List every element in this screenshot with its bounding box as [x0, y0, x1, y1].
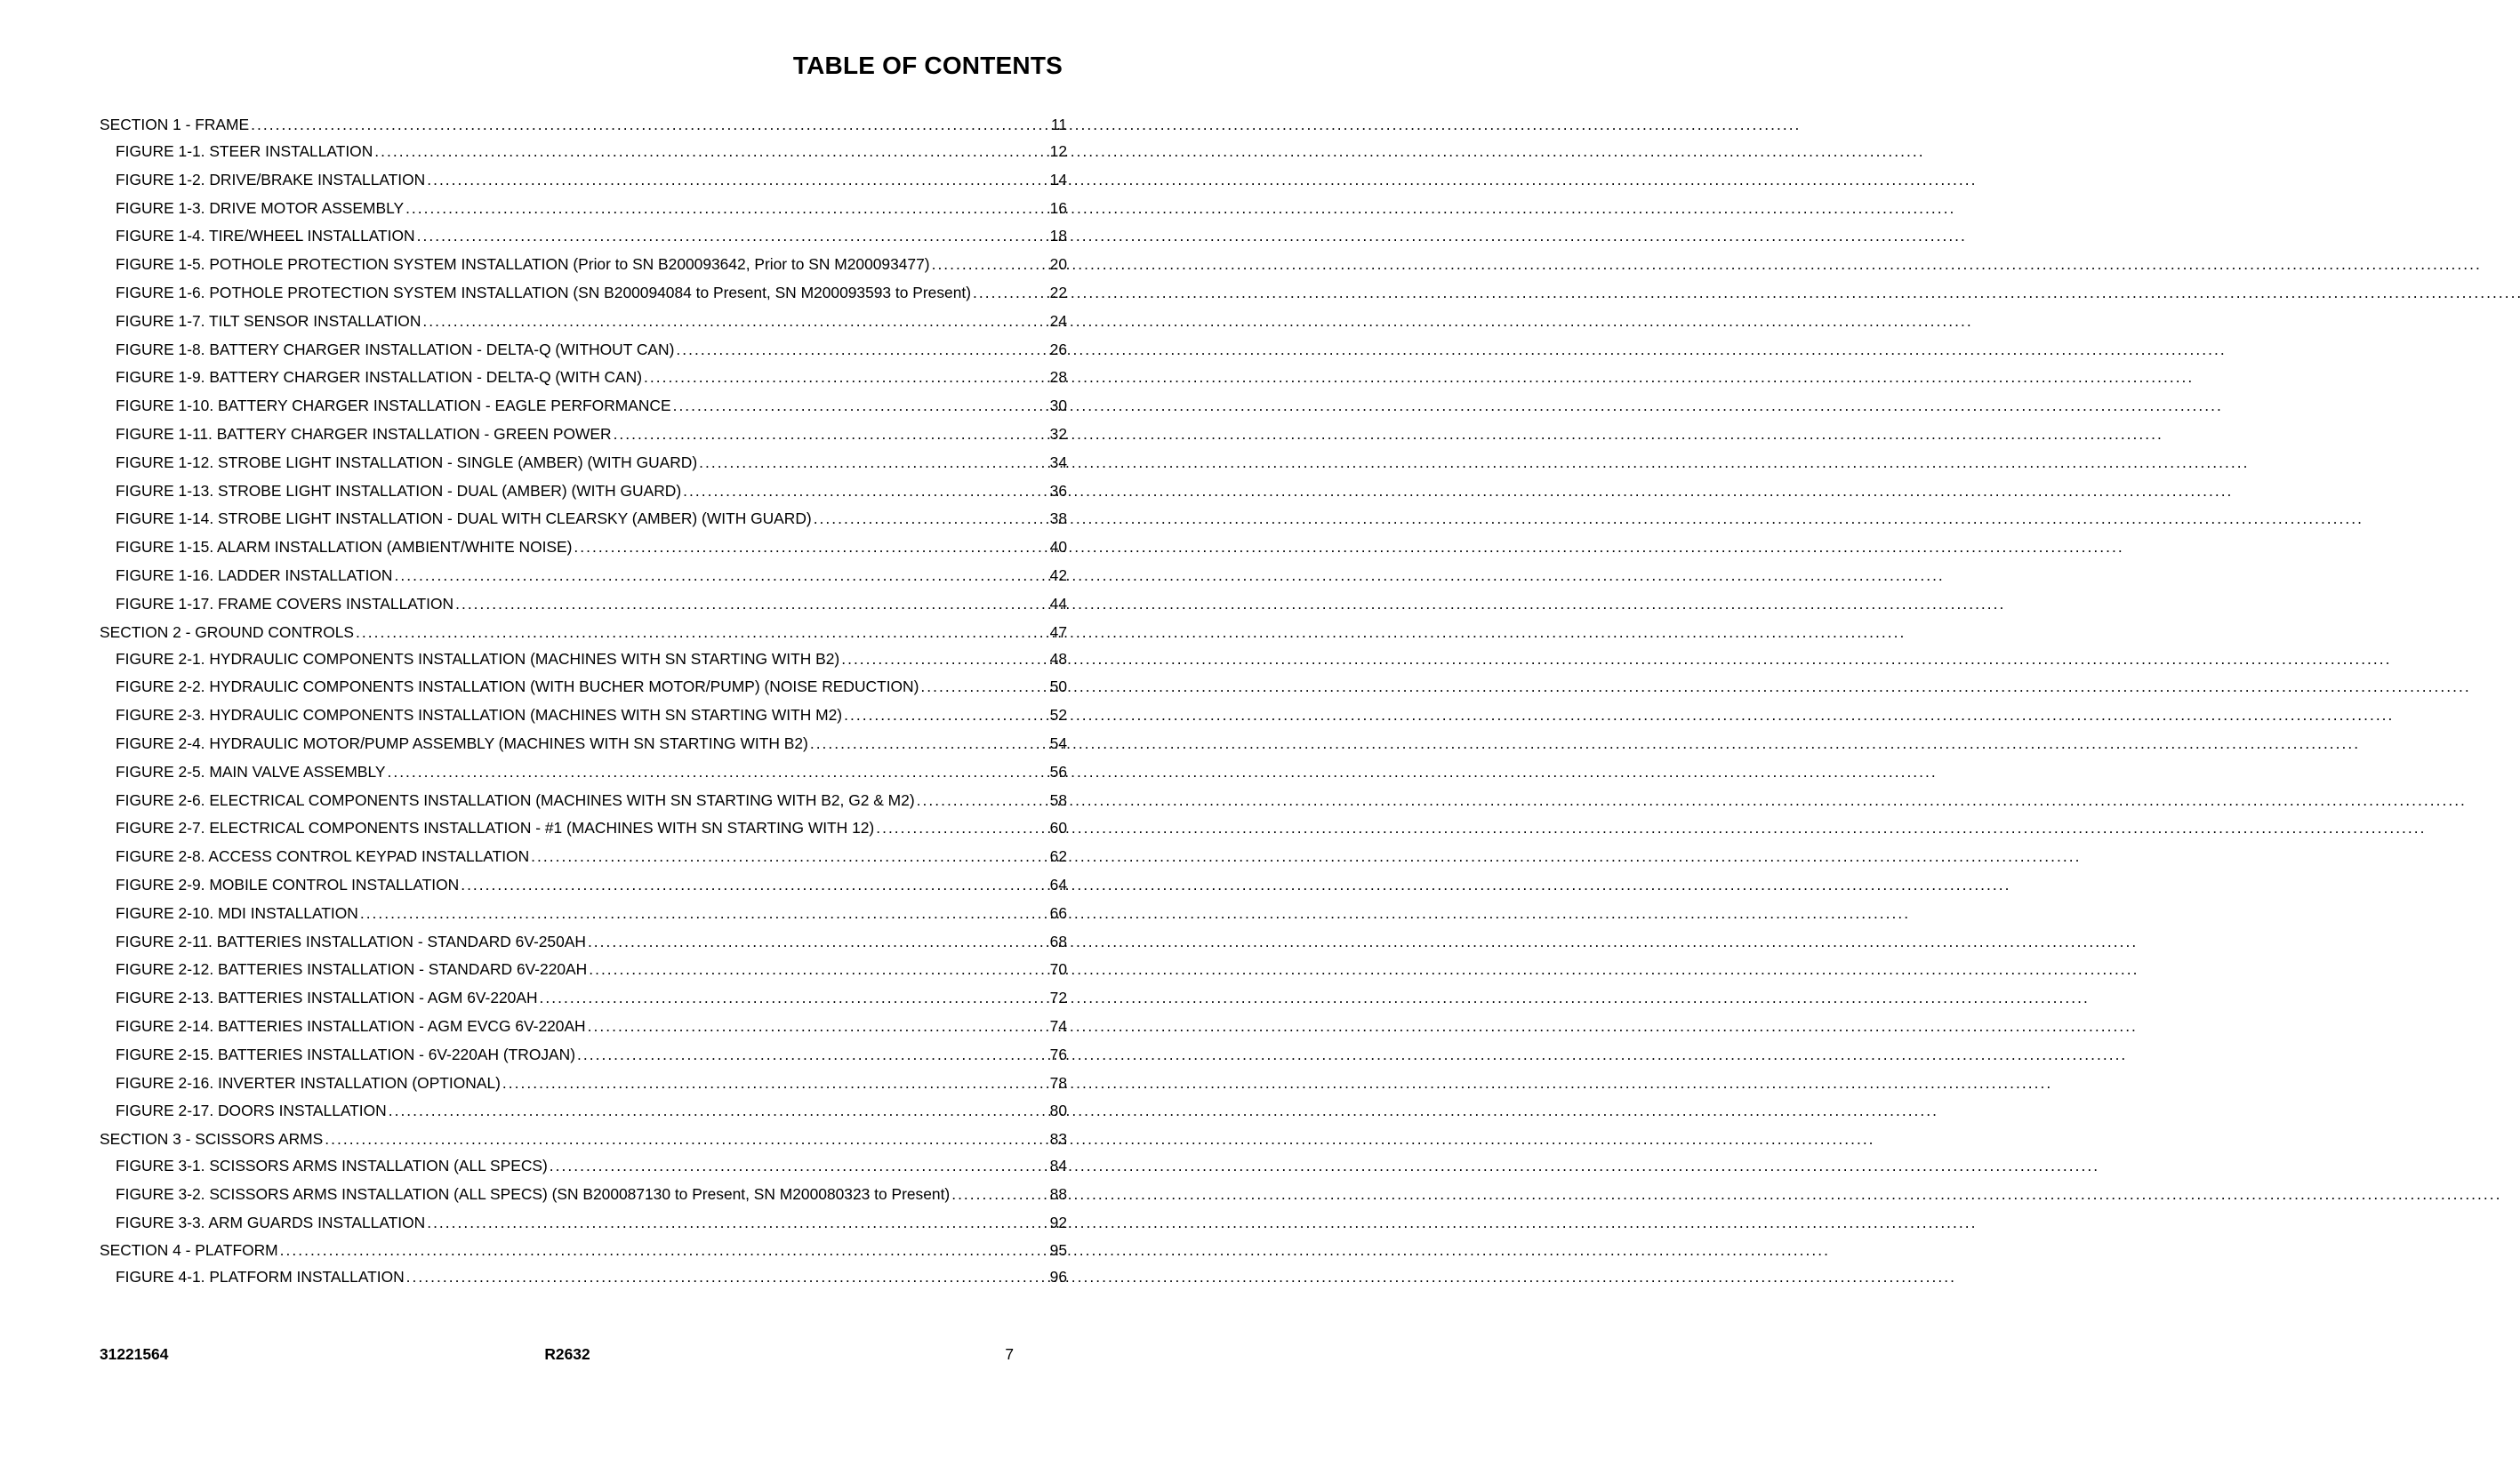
- toc-figure-entry[interactable]: [100, 482, 1067, 500]
- toc-figure-entry[interactable]: [100, 566, 1067, 584]
- dot-leader: [360, 904, 1048, 922]
- toc-entry-page: 38: [1049, 509, 1067, 528]
- toc-figure-entry[interactable]: [100, 677, 1067, 695]
- toc-entry-page: 50: [1049, 677, 1067, 696]
- toc-entry-label: FIGURE 1-15. ALARM INSTALLATION (AMBIENT/WHITE NOISE): [116, 538, 573, 557]
- toc-entry-page: 54: [1049, 734, 1067, 752]
- toc-figure-entry[interactable]: [100, 819, 1067, 837]
- toc-section-entry[interactable]: [100, 623, 1067, 641]
- dot-leader: [422, 312, 1047, 330]
- dot-leader: [810, 734, 1048, 752]
- footer-model: R2632: [544, 1345, 590, 1363]
- dot-leader: [673, 397, 1048, 414]
- toc-entry-page: 34: [1049, 453, 1067, 471]
- dot-leader: [356, 623, 1048, 641]
- toc-figure-entry[interactable]: [100, 1157, 1067, 1174]
- toc-entry-page: 30: [1049, 397, 1067, 415]
- toc-entry-page: 12: [1049, 142, 1067, 160]
- toc-entry-label: FIGURE 2-8. ACCESS CONTROL KEYPAD INSTALLATION: [116, 847, 530, 866]
- dot-leader: [387, 763, 1047, 781]
- dot-leader: [325, 1130, 1047, 1148]
- toc-figure-entry[interactable]: [100, 1074, 1067, 1092]
- toc-entry-page: 70: [1049, 960, 1067, 979]
- toc-section-entry[interactable]: [100, 1130, 1067, 1148]
- toc-entry-label: FIGURE 2-4. HYDRAULIC MOTOR/PUMP ASSEMBLY (MACHINES WITH SN STARTING WITH B2): [116, 734, 808, 752]
- dot-leader: [251, 116, 1049, 133]
- toc-figure-entry[interactable]: [100, 1017, 1067, 1035]
- toc-figure-entry[interactable]: [100, 397, 1067, 414]
- dot-leader: [427, 1214, 1047, 1231]
- toc-entry-label: FIGURE 1-14. STROBE LIGHT INSTALLATION - DUAL WITH CLEARSKY (AMBER) (WITH GUARD): [116, 509, 812, 528]
- toc-entry-page: 11: [1050, 116, 1067, 133]
- toc-figure-entry[interactable]: [100, 650, 1067, 668]
- toc-figure-entry[interactable]: [100, 368, 1067, 386]
- toc-figure-entry[interactable]: [100, 595, 1067, 613]
- dot-leader: [814, 509, 1048, 527]
- dot-leader: [461, 876, 1047, 894]
- toc-figure-entry[interactable]: [100, 1214, 1067, 1231]
- toc-entry-label: FIGURE 2-16. INVERTER INSTALLATION (OPTIONAL): [116, 1073, 501, 1092]
- toc-entry-label: FIGURE 2-10. MDI INSTALLATION: [116, 903, 358, 922]
- toc-entry-page: 95: [1049, 1241, 1067, 1260]
- toc-entry-label: FIGURE 2-2. HYDRAULIC COMPONENTS INSTALLATION (WITH BUCHER MOTOR/PUMP) (NOISE REDUCTION): [116, 677, 919, 696]
- toc-entry-page: 68: [1049, 932, 1067, 950]
- dot-leader: [550, 1157, 1048, 1174]
- toc-entry-label: FIGURE 2-11. BATTERIES INSTALLATION - STANDARD 6V-250AH: [116, 932, 586, 950]
- toc-figure-entry[interactable]: [100, 341, 1067, 358]
- toc-entry-page: 56: [1049, 762, 1067, 781]
- toc-entry-page: 83: [1049, 1130, 1067, 1149]
- toc-entry-page: 32: [1049, 424, 1067, 443]
- dot-leader: [502, 1074, 1048, 1092]
- toc-entry-label: FIGURE 1-1. STEER INSTALLATION: [116, 142, 373, 160]
- toc-entry-label: FIGURE 1-12. STROBE LIGHT INSTALLATION - SINGLE (AMBER) (WITH GUARD): [116, 453, 698, 471]
- toc-entry-label: FIGURE 1-16. LADDER INSTALLATION: [116, 565, 393, 584]
- toc-section-entry[interactable]: [100, 1241, 1067, 1259]
- dot-leader: [676, 341, 1047, 358]
- toc-entry-label: SECTION 2 - GROUND CONTROLS: [100, 622, 355, 641]
- toc-entry-label: FIGURE 1-9. BATTERY CHARGER INSTALLATION - DELTA-Q (WITH CAN): [116, 368, 642, 387]
- dot-leader: [588, 933, 1048, 950]
- toc-entry-label: FIGURE 3-3. ARM GUARDS INSTALLATION: [116, 1213, 426, 1231]
- toc-entry-label: FIGURE 1-4. TIRE/WHEEL INSTALLATION: [116, 227, 415, 245]
- toc-entry-label: SECTION 1 - FRAME: [100, 116, 250, 133]
- toc-entry-page: 96: [1049, 1268, 1067, 1287]
- toc-entry-page: 44: [1049, 594, 1067, 613]
- toc-entry-page: 42: [1049, 565, 1067, 584]
- dot-leader: [951, 1185, 1047, 1203]
- toc-entry-page: 48: [1049, 649, 1067, 668]
- dot-leader: [932, 255, 1048, 273]
- dot-leader: [417, 227, 1048, 244]
- toc-entry-label: FIGURE 2-13. BATTERIES INSTALLATION - AGM 6V-220AH: [116, 989, 538, 1007]
- toc-entry-label: FIGURE 1-8. BATTERY CHARGER INSTALLATION - DELTA-Q (WITHOUT CAN): [116, 340, 675, 358]
- toc-entry-label: FIGURE 2-7. ELECTRICAL COMPONENTS INSTALLATION - #1 (MACHINES WITH SN STARTING WITH 12): [116, 819, 875, 838]
- dot-leader: [427, 171, 1047, 188]
- toc-entry-page: 66: [1049, 903, 1067, 922]
- toc-entry-page: 80: [1049, 1102, 1067, 1120]
- toc-entry-label: SECTION 4 - PLATFORM: [100, 1241, 278, 1260]
- dot-leader: [614, 425, 1048, 443]
- dot-leader: [280, 1241, 1048, 1259]
- toc-entry-page: 52: [1049, 706, 1067, 725]
- toc-entry-label: FIGURE 1-3. DRIVE MOTOR ASSEMBLY: [116, 198, 405, 217]
- toc-entry-page: 64: [1049, 875, 1067, 894]
- footer-page-number: 7: [1005, 1345, 1014, 1363]
- toc-figure-entry[interactable]: [100, 989, 1067, 1006]
- toc-figure-entry[interactable]: [100, 847, 1067, 865]
- toc-figure-entry[interactable]: [100, 734, 1067, 752]
- toc-figure-entry[interactable]: [100, 1046, 1067, 1063]
- dot-leader: [920, 677, 1047, 695]
- toc-figure-entry[interactable]: [100, 960, 1067, 978]
- dot-leader: [374, 142, 1047, 160]
- dot-leader: [455, 595, 1048, 613]
- toc-entry-label: SECTION 3 - SCISSORS ARMS: [100, 1130, 324, 1149]
- toc-entry-label: FIGURE 2-3. HYDRAULIC COMPONENTS INSTALLATION (MACHINES WITH SN STARTING WITH M2): [116, 706, 843, 725]
- toc-section-entry[interactable]: [100, 116, 1067, 133]
- toc-entry-page: 36: [1049, 481, 1067, 500]
- page-title: TABLE OF CONTENTS: [792, 52, 1063, 79]
- dot-leader: [876, 819, 1047, 837]
- dot-leader: [589, 960, 1047, 978]
- toc-figure-entry[interactable]: [100, 171, 1067, 188]
- toc-entry-label: FIGURE 1-10. BATTERY CHARGER INSTALLATION - EAGLE PERFORMANCE: [116, 397, 671, 415]
- toc-entry-label: FIGURE 3-1. SCISSORS ARMS INSTALLATION (ALL SPECS): [116, 1157, 548, 1175]
- toc-figure-entry[interactable]: [100, 227, 1067, 244]
- toc-figure-entry[interactable]: [100, 1102, 1067, 1119]
- toc-entry-page: 28: [1049, 368, 1067, 387]
- dot-leader: [531, 847, 1048, 865]
- toc-figure-entry[interactable]: [100, 453, 1067, 471]
- toc-figure-entry[interactable]: [100, 706, 1067, 724]
- toc-entry-page: 62: [1049, 847, 1067, 866]
- toc-entry-page: 24: [1049, 311, 1067, 330]
- toc-entry-page: 58: [1049, 790, 1067, 809]
- toc-entry-label: FIGURE 3-2. SCISSORS ARMS INSTALLATION (ALL SPECS) (SN B200087130 to Present, SN M200080323 to Present): [116, 1184, 951, 1203]
- toc-entry-page: 74: [1049, 1016, 1067, 1035]
- toc-figure-entry[interactable]: [100, 876, 1067, 894]
- toc-entry-page: 47: [1049, 622, 1067, 641]
- dot-leader: [574, 538, 1047, 556]
- toc-entry-label: FIGURE 2-1. HYDRAULIC COMPONENTS INSTALLATION (MACHINES WITH SN STARTING WITH B2): [116, 649, 840, 668]
- toc-entry-label: FIGURE 2-15. BATTERIES INSTALLATION - 6V-220AH (TROJAN): [116, 1045, 575, 1063]
- toc-figure-entry[interactable]: [100, 1268, 1067, 1286]
- dot-leader: [405, 199, 1048, 217]
- toc-entry-label: FIGURE 2-6. ELECTRICAL COMPONENTS INSTALLATION (MACHINES WITH SN STARTING WITH B2, G2 & M2): [116, 790, 915, 809]
- toc-entry-label: FIGURE 1-7. TILT SENSOR INSTALLATION: [116, 311, 421, 330]
- footer-doc-number: 31221564: [100, 1345, 169, 1363]
- dot-leader: [699, 453, 1047, 471]
- toc-entry-page: 84: [1049, 1157, 1067, 1175]
- toc-figure-entry[interactable]: [100, 509, 1067, 527]
- toc-entry-page: 78: [1049, 1073, 1067, 1092]
- dot-leader: [395, 566, 1048, 584]
- toc-entry-label: FIGURE 1-11. BATTERY CHARGER INSTALLATION - GREEN POWER: [116, 424, 612, 443]
- toc-entry-page: 26: [1049, 340, 1067, 358]
- toc-entry-label: FIGURE 2-9. MOBILE CONTROL INSTALLATION: [116, 875, 460, 894]
- toc-entry-label: FIGURE 2-5. MAIN VALVE ASSEMBLY: [116, 762, 386, 781]
- toc-figure-entry[interactable]: [100, 904, 1067, 922]
- toc-entry-page: 16: [1049, 198, 1067, 217]
- dot-leader: [973, 284, 1048, 301]
- toc-entry-label: FIGURE 1-5. POTHOLE PROTECTION SYSTEM INSTALLATION (Prior to SN B200093642, Prior to SN M200093477): [116, 255, 930, 274]
- toc-entry-page: 72: [1049, 989, 1067, 1007]
- dot-leader: [844, 706, 1048, 724]
- toc-figure-entry[interactable]: [100, 199, 1067, 217]
- toc-entry-page: 18: [1049, 227, 1067, 245]
- dot-leader: [917, 791, 1048, 809]
- toc-entry-label: FIGURE 1-13. STROBE LIGHT INSTALLATION - DUAL (AMBER) (WITH GUARD): [116, 481, 682, 500]
- toc-figure-entry[interactable]: [100, 255, 1067, 273]
- dot-leader: [588, 1017, 1048, 1035]
- toc-entry-label: FIGURE 1-6. POTHOLE PROTECTION SYSTEM INSTALLATION (SN B200094084 to Present, SN M200093593 to Present): [116, 283, 971, 301]
- toc-entry-label: FIGURE 1-2. DRIVE/BRAKE INSTALLATION: [116, 170, 426, 188]
- toc-figure-entry[interactable]: [100, 312, 1067, 330]
- toc-entry-label: FIGURE 1-17. FRAME COVERS INSTALLATION: [116, 594, 454, 613]
- toc-entry-page: 22: [1049, 283, 1067, 301]
- toc-figure-entry[interactable]: [100, 425, 1067, 443]
- toc-entry-page: 60: [1049, 819, 1067, 838]
- dot-leader: [841, 650, 1047, 668]
- toc-entry-page: 20: [1049, 255, 1067, 274]
- toc-figure-entry[interactable]: [100, 538, 1067, 556]
- toc-entry-page: 92: [1049, 1213, 1067, 1231]
- toc-figure-entry[interactable]: [100, 142, 1067, 160]
- toc-entry-page: 88: [1049, 1184, 1067, 1203]
- toc-entry-page: 14: [1049, 170, 1067, 188]
- toc-entry-page: 40: [1049, 538, 1067, 557]
- toc-entry-label: FIGURE 2-14. BATTERIES INSTALLATION - AGM EVCG 6V-220AH: [116, 1016, 586, 1035]
- dot-leader: [644, 368, 1048, 386]
- toc-entry-label: FIGURE 2-17. DOORS INSTALLATION: [116, 1102, 387, 1120]
- dot-leader: [577, 1046, 1048, 1063]
- toc-figure-entry[interactable]: [100, 284, 1067, 301]
- toc-figure-entry[interactable]: [100, 1185, 1067, 1203]
- dot-leader: [540, 989, 1048, 1006]
- toc-entry-label: FIGURE 4-1. PLATFORM INSTALLATION: [116, 1268, 405, 1287]
- toc-figure-entry[interactable]: [100, 933, 1067, 950]
- table-of-contents: [100, 116, 1067, 1296]
- dot-leader: [406, 1268, 1048, 1286]
- toc-figure-entry[interactable]: [100, 791, 1067, 809]
- dot-leader: [389, 1102, 1048, 1119]
- toc-figure-entry[interactable]: [100, 763, 1067, 781]
- dot-leader: [683, 482, 1048, 500]
- toc-entry-page: 76: [1049, 1045, 1067, 1063]
- toc-entry-label: FIGURE 2-12. BATTERIES INSTALLATION - STANDARD 6V-220AH: [116, 960, 588, 979]
